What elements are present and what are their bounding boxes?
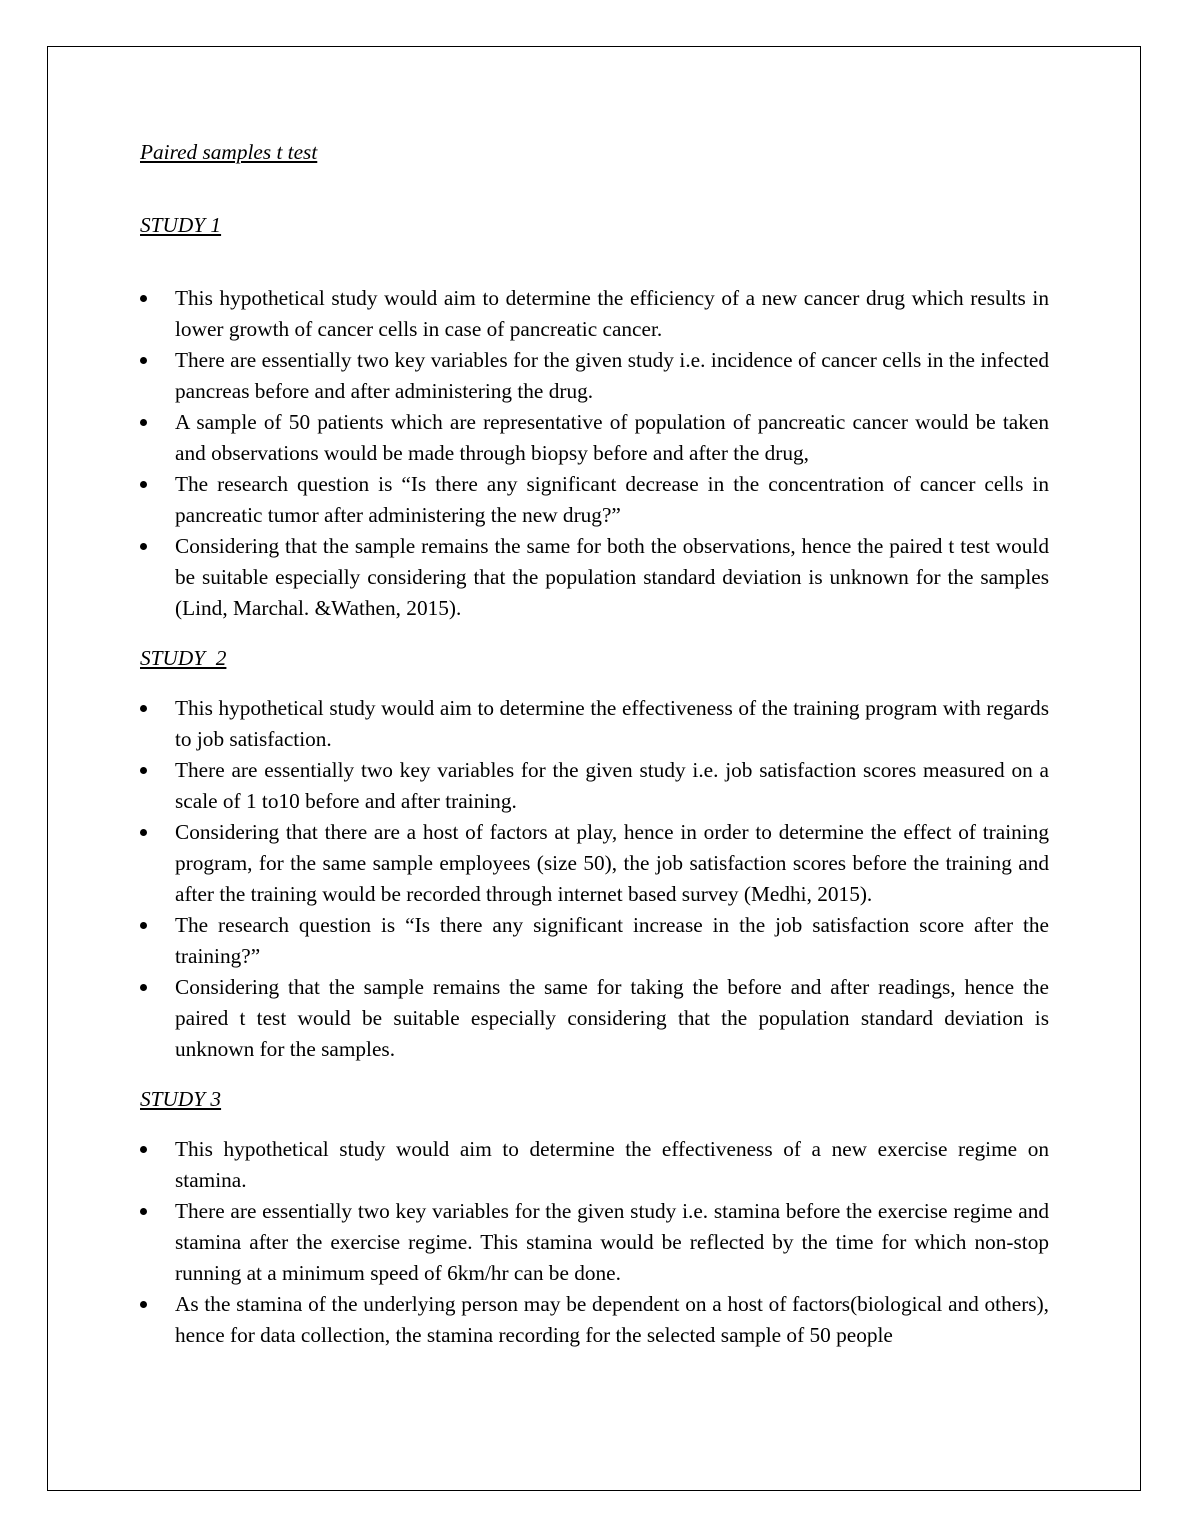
- document-title: Paired samples t test: [140, 140, 318, 164]
- list-item: [140, 345, 1049, 407]
- list-item-text: This hypothetical study would aim to determine the efficiency of a new cancer drug which results in lower growth of cancer cells in case of pancreatic cancer.: [175, 286, 1049, 341]
- list-item-text: There are essentially two key variables for the given study i.e. stamina before the exercise regime and stamina after the exercise regime. This stamina would be reflected by the time for which non-stop running at a minimum speed of 6km/hr can be done.: [175, 1199, 1049, 1285]
- list-item-text: Considering that there are a host of factors at play, hence in order to determine the effect of training program, for the same sample employees (size 50), the job satisfaction scores before the training and after the training would be recorded through internet based survey (Medhi, 2015).: [175, 820, 1049, 906]
- bullet-icon: [140, 543, 147, 550]
- list-item-text: This hypothetical study would aim to determine the effectiveness of a new exercise regime on stamina.: [175, 1137, 1049, 1192]
- list-item: [140, 531, 1049, 624]
- bullet-icon: [140, 357, 147, 364]
- list-item-text: The research question is “Is there any significant decrease in the concentration of cancer cells in pancreatic tumor after administering the new drug?”: [175, 472, 1049, 527]
- bullet-icon: [140, 1146, 147, 1153]
- study-3-section: [140, 1084, 1049, 1351]
- bullet-icon: [140, 1301, 147, 1308]
- bullet-icon: [140, 984, 147, 991]
- bullet-icon: [140, 481, 147, 488]
- list-item-text: A sample of 50 patients which are representative of population of pancreatic cancer would be taken and observations would be made through biopsy before and after the drug,: [175, 410, 1049, 465]
- list-item-text: There are essentially two key variables for the given study i.e. incidence of cancer cells in the infected pancreas before and after administering the drug.: [175, 348, 1049, 403]
- list-item-text: The research question is “Is there any significant increase in the job satisfaction score after the training?”: [175, 913, 1049, 968]
- list-item: [140, 469, 1049, 531]
- list-item: [140, 817, 1049, 910]
- document-body: [140, 137, 1049, 1351]
- study-2-bullet-list: [140, 693, 1049, 1065]
- list-item: [140, 407, 1049, 469]
- list-item-text: Considering that the sample remains the same for both the observations, hence the paired t test would be suitable especially considering that the population standard deviation is unknown for the samples (Lind, Marchal. &Wathen, 2015).: [175, 534, 1049, 620]
- list-item-text: As the stamina of the underlying person may be dependent on a host of factors(biological and others), hence for data collection, the stamina recording for the selected sample of 50 people: [175, 1292, 1049, 1347]
- study-2-section: [140, 643, 1049, 1065]
- list-item-text: Considering that the sample remains the same for taking the before and after readings, hence the paired t test would be suitable especially considering that the population standard deviation is unknown for the samples.: [175, 975, 1049, 1061]
- study-1-section: [140, 210, 1049, 624]
- study-3-bullet-list: [140, 1134, 1049, 1351]
- study-2-heading: STUDY 2: [140, 646, 227, 670]
- bullet-icon: [140, 419, 147, 426]
- bullet-icon: [140, 829, 147, 836]
- list-item: [140, 1196, 1049, 1289]
- list-item: [140, 910, 1049, 972]
- bullet-icon: [140, 705, 147, 712]
- list-item-text: This hypothetical study would aim to determine the effectiveness of the training program with regards to job satisfaction.: [175, 696, 1049, 751]
- bullet-icon: [140, 767, 147, 774]
- bullet-icon: [140, 922, 147, 929]
- list-item: [140, 283, 1049, 345]
- list-item: [140, 1289, 1049, 1351]
- list-item: [140, 693, 1049, 755]
- list-item: [140, 972, 1049, 1065]
- list-item: [140, 1134, 1049, 1196]
- study-3-heading: STUDY 3: [140, 1087, 222, 1111]
- list-item-text: There are essentially two key variables for the given study i.e. job satisfaction scores measured on a scale of 1 to10 before and after training.: [175, 758, 1049, 813]
- bullet-icon: [140, 1208, 147, 1215]
- list-item: [140, 755, 1049, 817]
- bullet-icon: [140, 295, 147, 302]
- study-1-heading: STUDY 1: [140, 213, 222, 237]
- study-1-bullet-list: [140, 283, 1049, 624]
